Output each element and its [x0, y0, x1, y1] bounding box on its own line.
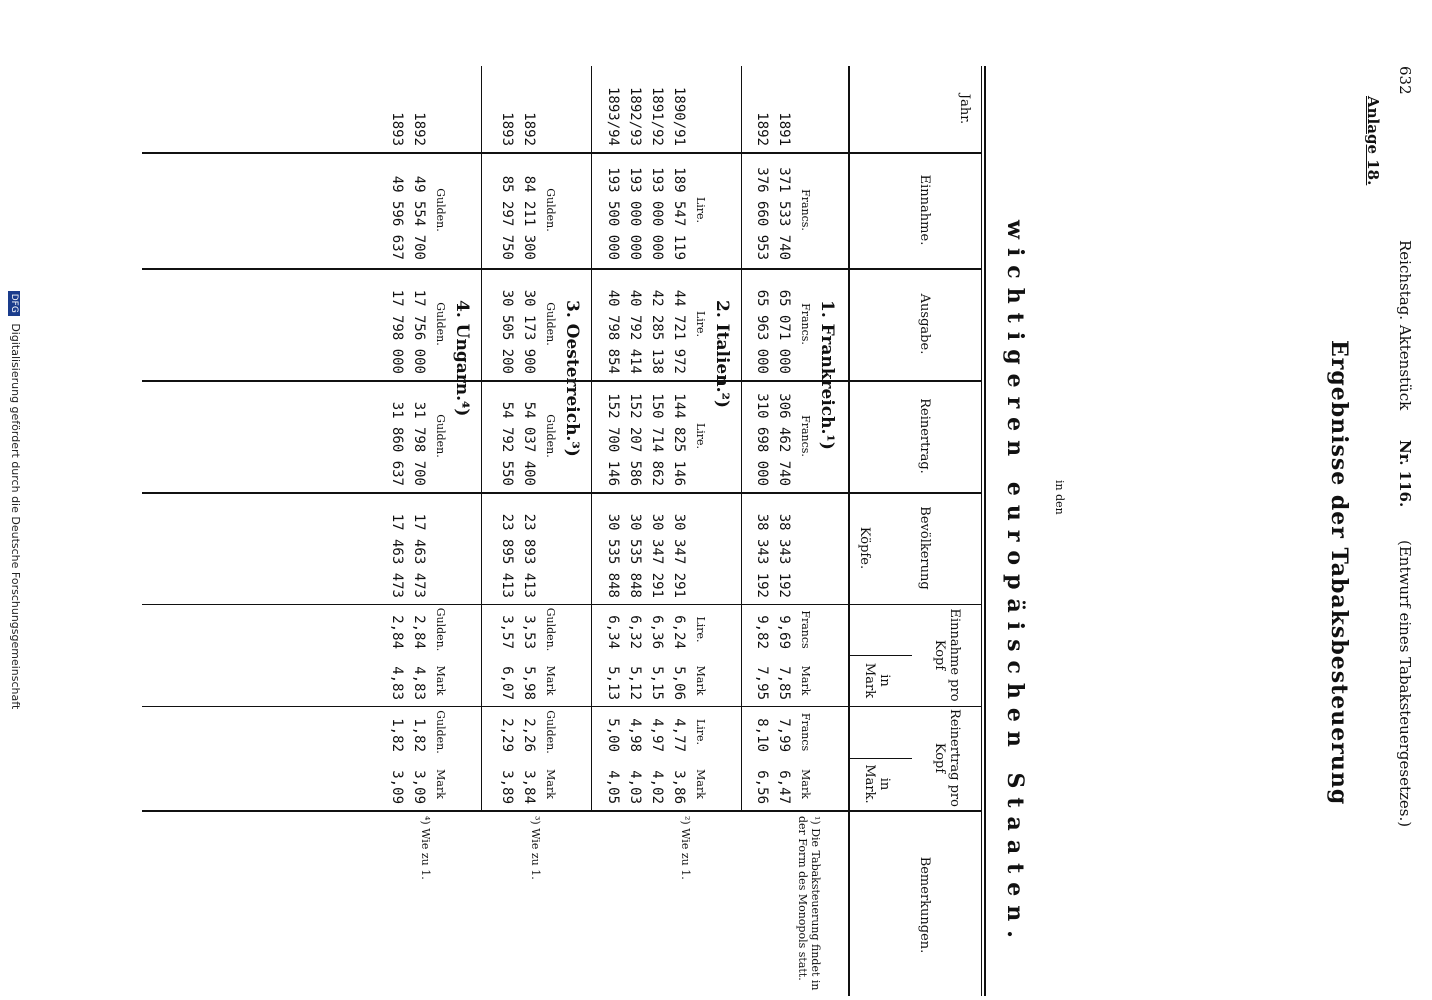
cell-net-mark: 3,86 [671, 770, 687, 804]
cell-inc-cur: 6,32 [627, 615, 643, 649]
cell-inc-cur: 9,69 [776, 615, 792, 649]
col-header-income: Einnahme. [917, 174, 932, 246]
cell-expense: 40 792 414 [627, 289, 643, 374]
cell-inc-mark: 5,13 [605, 666, 621, 700]
cell-population: 38 343 192 [754, 513, 770, 598]
unit-net: Lire. [694, 422, 707, 450]
cell-population: 30 535 848 [605, 513, 621, 598]
annex-label: Anlage 18. [1364, 96, 1382, 186]
cell-income: 193 000 000 [649, 167, 665, 260]
cell-income: 85 297 750 [499, 175, 515, 260]
cell-inc-mark: 5,06 [671, 666, 687, 700]
cell-net-cur: 1,82 [389, 718, 405, 752]
section-rule [481, 66, 482, 810]
col-divider [142, 604, 982, 605]
table-row [407, 66, 427, 810]
cell-inc-mark: 5,15 [649, 666, 665, 700]
cell-net: 31 860 637 [389, 401, 405, 486]
unit-inc-mark: Mark [799, 665, 812, 696]
cell-net: 152 207 586 [627, 393, 643, 486]
unit-income: Francs. [799, 189, 812, 231]
unit-net: Francs. [799, 415, 812, 457]
cell-inc-mark: 5,98 [521, 666, 537, 700]
unit-net-mark: Mark [434, 769, 447, 799]
cell-year: 1892/93 [627, 86, 643, 146]
unit-net: Gulden. [544, 414, 557, 458]
col-header-population-unit: Köpfe. [857, 526, 872, 570]
footnote-france: ¹) Die Tabaksteuerung findet in der Form des Monopols statt. [796, 816, 822, 991]
unit-inc-mark: Mark [544, 665, 557, 696]
page-subtitle: wichtigeren europäischen Staaten. [1002, 220, 1028, 947]
col-header-net: Reinertrag. [917, 398, 932, 474]
cell-net-cur: 2,26 [521, 718, 537, 752]
dfg-logo: DFG [8, 291, 20, 316]
unit-inc-cur: Gulden. [544, 607, 557, 652]
cell-year: 1892 [754, 112, 770, 146]
cell-inc-cur: 6,34 [605, 615, 621, 649]
table-row [601, 66, 621, 810]
cell-year: 1893 [499, 112, 515, 146]
header-subject: (Entwurf eines Tabaksteuergesetzes.) [1396, 540, 1414, 828]
cell-net-mark: 3,89 [499, 770, 515, 804]
cell-year: 1891 [776, 112, 792, 146]
section-title-austria: 3. Oesterreich.³) [562, 300, 582, 457]
cell-net: 310 698 000 [754, 393, 770, 486]
cell-net: 150 714 862 [649, 393, 665, 486]
cell-net-mark: 3,09 [411, 770, 427, 804]
cell-inc-cur: 9,82 [754, 615, 770, 649]
cell-income: 193 000 000 [627, 167, 643, 260]
unit-net-cur: Francs [799, 712, 812, 752]
cell-net-mark: 4,03 [627, 770, 643, 804]
section-title-hungary: 4. Ungarn.⁴) [452, 300, 472, 417]
page-title-connector: in den [1053, 480, 1066, 515]
cell-expense: 65 071 000 [776, 289, 792, 374]
cell-net: 54 037 400 [521, 401, 537, 486]
cell-inc-mark: 6,07 [499, 666, 515, 700]
cell-inc-cur: 3,57 [499, 615, 515, 649]
section-rule [741, 66, 742, 810]
cell-inc-cur: 3,53 [521, 615, 537, 649]
table-row [667, 66, 687, 810]
cell-net-cur: 4,97 [649, 718, 665, 752]
cell-income: 371 533 740 [776, 167, 792, 260]
cell-inc-mark: 4,83 [411, 666, 427, 700]
col-divider [142, 152, 982, 154]
section-title-italy: 2. Italien.²) [712, 300, 732, 408]
cell-income: 193 500 000 [605, 167, 621, 260]
dfg-credit [8, 0, 22, 1000]
col-header-expense: Ausgabe. [917, 293, 932, 355]
dfg-credit-text: Digitalisierung gefördert durch die Deutsche Forschungsgemeinschaft [9, 323, 22, 710]
unit-inc-mark: Mark [694, 665, 707, 696]
cell-year: 1891/92 [649, 86, 665, 146]
unit-net-mark: Mark [799, 769, 812, 799]
cell-population: 23 893 413 [521, 513, 537, 598]
unit-net: Gulden. [434, 414, 447, 458]
cell-net-mark: 6,47 [776, 770, 792, 804]
unit-expense: Gulden. [544, 302, 557, 346]
cell-expense: 30 505 200 [499, 289, 515, 374]
unit-inc-mark: Mark [434, 665, 447, 696]
cell-year: 1893/94 [605, 86, 621, 146]
cell-expense: 44 721 972 [671, 289, 687, 374]
header-doc-number: Nr. 116. [1396, 440, 1414, 508]
unit-net-cur: Gulden. [434, 710, 447, 754]
section-title-france: 1. Frankreich.¹) [817, 300, 837, 450]
cell-expense: 65 963 000 [754, 289, 770, 374]
unit-inc-cur: Lire. [694, 616, 707, 643]
cell-net-mark: 4,05 [605, 770, 621, 804]
page-number: 632 [1396, 66, 1414, 95]
cell-income: 376 660 953 [754, 167, 770, 260]
col-header-remarks: Bemerkungen. [917, 856, 932, 954]
cell-income: 189 547 119 [671, 167, 687, 260]
unit-net-cur: Lire. [694, 718, 707, 746]
cell-net-mark: 4,02 [649, 770, 665, 804]
cell-expense: 17 798 000 [389, 289, 405, 374]
subcol-divider [850, 655, 912, 656]
unit-expense: Lire. [694, 310, 707, 338]
cell-net-cur: 8,10 [754, 718, 770, 752]
cell-inc-cur: 2,84 [411, 615, 427, 649]
table-row [750, 66, 770, 810]
section-rule [591, 66, 592, 810]
cell-population: 30 535 848 [627, 513, 643, 598]
cell-net-mark: 3,09 [389, 770, 405, 804]
unit-income: Lire. [694, 196, 707, 224]
footnote-hungary: ⁴) Wie zu 1. [419, 816, 432, 880]
subcol-divider [850, 758, 912, 759]
cell-inc-mark: 4,83 [389, 666, 405, 700]
col-divider [142, 268, 982, 270]
unit-net-mark: Mark [544, 769, 557, 799]
table-row [772, 66, 792, 810]
unit-expense: Francs. [799, 303, 812, 345]
cell-net-mark: 3,84 [521, 770, 537, 804]
cell-net-cur: 4,98 [627, 718, 643, 752]
col-divider [142, 492, 982, 494]
cell-net-mark: 6,56 [754, 770, 770, 804]
unit-income: Gulden. [544, 188, 557, 232]
col-header-population: Bevölkerung [917, 506, 932, 590]
cell-inc-cur: 6,36 [649, 615, 665, 649]
cell-income: 49 554 700 [411, 175, 427, 260]
table-row [517, 66, 537, 810]
unit-net-mark: Mark [694, 769, 707, 799]
table-row [385, 66, 405, 810]
unit-income: Gulden. [434, 188, 447, 232]
cell-inc-cur: 6,24 [671, 615, 687, 649]
unit-net-cur: Gulden. [544, 710, 557, 754]
cell-year: 1893 [389, 112, 405, 146]
cell-net: 306 462 740 [776, 393, 792, 486]
cell-population: 30 347 291 [671, 513, 687, 598]
cell-net: 144 825 146 [671, 393, 687, 486]
cell-net-cur: 4,77 [671, 718, 687, 752]
cell-net-cur: 7,99 [776, 718, 792, 752]
header-source: Reichstag. Aktenstück [1396, 240, 1414, 411]
cell-population: 17 463 473 [389, 513, 405, 598]
col-header-net-per-head: Reinertrag pro Kopf [932, 709, 962, 807]
cell-year: 1892 [411, 112, 427, 146]
cell-inc-mark: 7,95 [754, 666, 770, 700]
cell-expense: 17 756 000 [411, 289, 427, 374]
cell-net: 152 700 146 [605, 393, 621, 486]
cell-expense: 42 285 138 [649, 289, 665, 374]
col-divider [142, 810, 982, 812]
cell-population: 38 343 192 [776, 513, 792, 598]
cell-year: 1892 [521, 112, 537, 146]
page-title: Ergebnisse der Tabaksbesteuerung [1326, 340, 1352, 806]
table-top-rule-thin [981, 66, 982, 996]
table-header-rule [848, 66, 850, 996]
col-header-net-per-head-mark: in Mark. [862, 764, 892, 804]
cell-expense: 30 173 900 [521, 289, 537, 374]
cell-population: 23 895 413 [499, 513, 515, 598]
cell-inc-mark: 7,85 [776, 666, 792, 700]
table-top-rule [984, 66, 986, 996]
cell-net-cur: 1,82 [411, 718, 427, 752]
col-divider [142, 706, 982, 707]
table-row [623, 66, 643, 810]
col-header-income-per-head: Einnahme pro Kopf [932, 608, 962, 702]
cell-inc-cur: 2,84 [389, 615, 405, 649]
col-header-income-per-head-mark: in Mark [862, 662, 892, 699]
cell-income: 49 596 637 [389, 175, 405, 260]
cell-net: 31 798 700 [411, 401, 427, 486]
footnote-austria: ³) Wie zu 1. [529, 816, 542, 880]
cell-net-cur: 5,00 [605, 718, 621, 752]
unit-expense: Gulden. [434, 302, 447, 346]
unit-inc-cur: Gulden. [434, 607, 447, 652]
cell-population: 17 463 473 [411, 513, 427, 598]
cell-inc-mark: 5,12 [627, 666, 643, 700]
cell-year: 1890/91 [671, 86, 687, 146]
table-row [495, 66, 515, 810]
col-header-year: Jahr. [957, 93, 972, 125]
cell-net-cur: 2,29 [499, 718, 515, 752]
cell-income: 84 211 300 [521, 175, 537, 260]
cell-population: 30 347 291 [649, 513, 665, 598]
unit-inc-cur: Francs [799, 610, 812, 649]
cell-net: 54 792 550 [499, 401, 515, 486]
table-row [645, 66, 665, 810]
cell-expense: 40 798 854 [605, 289, 621, 374]
footnote-italy: ²) Wie zu 1. [679, 816, 692, 880]
